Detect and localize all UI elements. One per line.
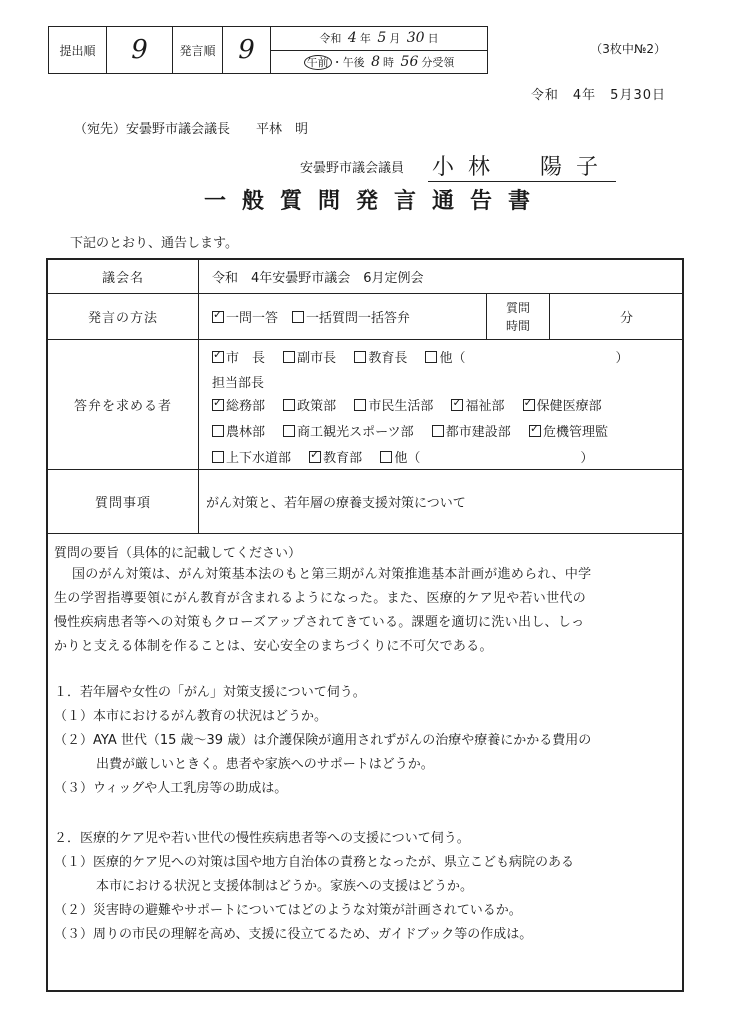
receipt-year: 4 bbox=[347, 29, 357, 46]
option-text: 教育部 bbox=[323, 451, 363, 466]
answerer-option bbox=[425, 351, 465, 366]
document-title: 一般質問発言通告書 bbox=[203, 188, 546, 214]
gist-paragraph bbox=[54, 563, 674, 659]
close-paren: ） bbox=[580, 451, 594, 466]
sub-question: （３）ウィッグや人工乳房等の助成は。 bbox=[54, 781, 288, 796]
option-text: 副市長 bbox=[297, 351, 337, 366]
checkbox bbox=[425, 351, 437, 363]
receipt-stamp-table bbox=[48, 26, 488, 74]
dept-line-3 bbox=[212, 446, 674, 472]
checkbox bbox=[212, 451, 224, 463]
method-option bbox=[292, 307, 410, 326]
method-row bbox=[48, 294, 682, 340]
answerers-label: 答弁を求める者 bbox=[48, 340, 199, 469]
subject-label: 質問事項 bbox=[48, 470, 199, 533]
sender-label: 安曇野市議会議員 bbox=[300, 160, 405, 176]
paragraph-line: かりと支える体制を作ることは、安心安全のまちづくりに不可欠である。 bbox=[54, 639, 493, 654]
question-time-label-2: 時間 bbox=[505, 318, 530, 333]
dept-option bbox=[523, 399, 602, 414]
checkbox bbox=[212, 399, 224, 411]
submit-order-value: 9 bbox=[107, 27, 173, 73]
speak-order-label: 発言順 bbox=[173, 27, 223, 73]
option-text: 市民生活部 bbox=[368, 399, 434, 414]
dept-option bbox=[212, 451, 291, 466]
close-paren: ） bbox=[615, 351, 629, 366]
checkbox bbox=[283, 425, 295, 437]
method-options bbox=[212, 294, 424, 339]
option-text: 他（ bbox=[439, 351, 466, 366]
checkbox bbox=[529, 425, 541, 437]
option-text: 他（ bbox=[394, 451, 421, 466]
option-text: 農林部 bbox=[226, 425, 266, 440]
option-text: 総務部 bbox=[226, 399, 266, 414]
method-option-text: 一問一答 bbox=[226, 311, 279, 326]
checkbox bbox=[212, 351, 224, 363]
dept-option bbox=[309, 451, 362, 466]
dept-line-2 bbox=[212, 420, 674, 446]
option-text: 保健医療部 bbox=[536, 399, 602, 414]
hour-unit: 時 bbox=[383, 55, 395, 69]
option-text: 政策部 bbox=[297, 399, 337, 414]
addressee: （宛先）安曇野市議会議長 平林 明 bbox=[74, 122, 309, 137]
gist-section-1 bbox=[54, 681, 674, 801]
answerers-row bbox=[48, 340, 682, 470]
dept-option bbox=[283, 425, 413, 440]
checkbox bbox=[354, 351, 366, 363]
sub-question-continuation: 本市における状況と支援体制はどうか。家族への支援はどうか。 bbox=[96, 879, 474, 894]
gist-title: 質問の要旨（具体的に記載してください） bbox=[54, 546, 302, 561]
receipt-datetime bbox=[271, 27, 487, 73]
checkbox bbox=[212, 311, 224, 323]
notice-form bbox=[46, 258, 684, 992]
checkbox bbox=[292, 311, 304, 323]
dept-line-1 bbox=[212, 394, 674, 420]
answerer-option bbox=[283, 351, 336, 366]
checkbox bbox=[212, 425, 224, 437]
sub-question-continuation: 出費が厳しいときく。患者や家族へのサポートはどうか。 bbox=[96, 757, 434, 772]
checkbox bbox=[283, 399, 295, 411]
checkbox bbox=[354, 399, 366, 411]
paragraph-line: 国のがん対策は、がん対策基本法のもと第三期がん対策推進基本計画が進められ、中学 bbox=[72, 567, 592, 582]
option-text: 市 長 bbox=[226, 351, 266, 366]
assembly-label: 議会名 bbox=[48, 260, 199, 293]
checkbox bbox=[380, 451, 392, 463]
pm-label: 午後 bbox=[342, 55, 365, 69]
month-unit: 月 bbox=[389, 31, 401, 45]
receipt-day: 30 bbox=[406, 29, 425, 46]
question-gist bbox=[54, 542, 674, 947]
dept-option bbox=[451, 399, 504, 414]
speak-order-value: 9 bbox=[223, 27, 271, 73]
checkbox bbox=[432, 425, 444, 437]
subject-value: がん対策と、若年層の療養支援対策について bbox=[206, 496, 466, 511]
method-option bbox=[212, 307, 278, 326]
document-date: 令和 4年 5月30日 bbox=[530, 88, 666, 103]
option-text: 都市建設部 bbox=[445, 425, 511, 440]
dept-heading: 担当部長 bbox=[212, 376, 265, 391]
paragraph-line: 生の学習指導要領にがん教育が含まれるようになった。また、医療的ケア児や若い世代の bbox=[54, 591, 587, 606]
answerers-options bbox=[212, 346, 674, 472]
dept-option bbox=[212, 425, 265, 440]
subject-row bbox=[48, 470, 682, 534]
receipt-date-line bbox=[271, 27, 487, 50]
option-text: 福祉部 bbox=[465, 399, 505, 414]
question-time-label bbox=[486, 294, 550, 339]
sender bbox=[300, 150, 616, 182]
sender-signature: 小林 陽子 bbox=[428, 150, 616, 182]
dept-option bbox=[529, 425, 608, 440]
assembly-value: 令和 4年安曇野市議会 6月定例会 bbox=[212, 271, 424, 286]
assembly-row bbox=[48, 260, 682, 294]
submit-order-label: 提出順 bbox=[49, 27, 107, 73]
intro-text: 下記のとおり、通告します。 bbox=[70, 236, 238, 251]
gist-section-2 bbox=[54, 827, 674, 947]
receipt-time-line bbox=[271, 50, 487, 74]
day-unit: 日 bbox=[427, 31, 439, 45]
paragraph-line: 慢性疾病患者等への対策もクローズアップされてきている。課題を適切に洗い出し、しっ bbox=[54, 615, 585, 630]
sub-question: （２）災害時の避難やサポートについてはどのような対策が計画されているか。 bbox=[54, 903, 522, 918]
answerer-option bbox=[212, 351, 265, 366]
reiwa-label: 令和 bbox=[319, 31, 342, 45]
dept-option bbox=[283, 399, 336, 414]
minute-received: 分受領 bbox=[421, 55, 455, 69]
sub-question: （１）本市におけるがん教育の状況はどうか。 bbox=[54, 709, 328, 724]
option-text: 商工観光スポーツ部 bbox=[297, 425, 414, 440]
year-unit: 年 bbox=[359, 31, 371, 45]
sub-question: （１）医療的ケア児への対策は国や地方自治体の責務となったが、県立こども病院のある bbox=[54, 855, 575, 870]
sheet-count: （3枚中№2） bbox=[590, 42, 666, 56]
method-option-text: 一括質問一括答弁 bbox=[306, 311, 411, 326]
question-time-label-1: 質問 bbox=[505, 300, 530, 315]
dept-option bbox=[432, 425, 511, 440]
sub-question: （３）周りの市民の理解を高め、支援に役立てるため、ガイドブック等の作成は。 bbox=[54, 927, 533, 942]
dept-option bbox=[380, 451, 420, 466]
method-label: 発言の方法 bbox=[48, 294, 199, 339]
answerers-top-line bbox=[212, 346, 674, 372]
section-heading: １．若年層や女性の「がん」対策支援について伺う。 bbox=[54, 685, 366, 700]
sub-question: （２）AYA 世代（15 歳～39 歳）は介護保険が適用されずがんの治療や療養にかかる費用の bbox=[54, 733, 592, 748]
am-circled: 午前 bbox=[304, 55, 332, 70]
am-pm-separator: ・ bbox=[331, 55, 343, 69]
option-text: 上下水道部 bbox=[226, 451, 292, 466]
checkbox bbox=[309, 451, 321, 463]
question-time-unit: 分 bbox=[620, 311, 634, 326]
receipt-month: 5 bbox=[377, 29, 387, 46]
checkbox bbox=[451, 399, 463, 411]
dept-option bbox=[354, 399, 433, 414]
checkbox bbox=[283, 351, 295, 363]
receipt-hour: 8 bbox=[371, 53, 381, 70]
option-text: 教育長 bbox=[368, 351, 408, 366]
answerer-option bbox=[354, 351, 407, 366]
section-heading: ２．医療的ケア児や若い世代の慢性疾病患者等への支援について伺う。 bbox=[54, 831, 470, 846]
receipt-minute: 56 bbox=[400, 53, 419, 70]
dept-option bbox=[212, 399, 265, 414]
checkbox bbox=[523, 399, 535, 411]
option-text: 危機管理監 bbox=[542, 425, 608, 440]
